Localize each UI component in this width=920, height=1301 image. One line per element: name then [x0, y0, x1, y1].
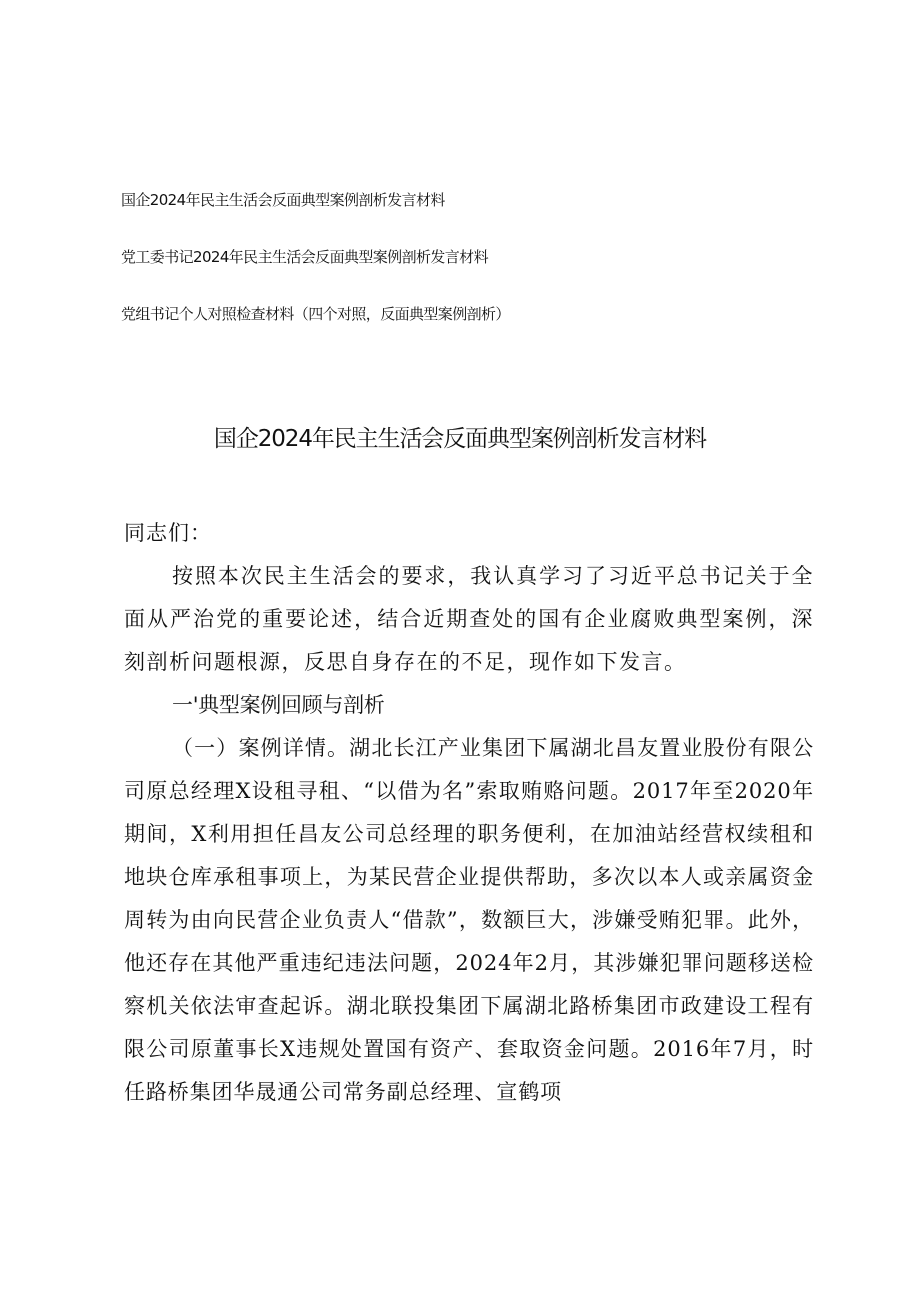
table-of-contents: [121, 188, 821, 359]
toc-item: 党组书记个人对照检查材料（四个对照，反面典型案例剖析）: [121, 305, 510, 323]
section-heading: 一'典型案例回顾与剖析: [172, 693, 385, 717]
toc-item: 党工委书记2024年民主生活会反面典型案例剖析发言材料: [121, 248, 488, 266]
toc-item: 国企2024年民主生活会反面典型案例剖析发言材料: [121, 191, 445, 209]
document-body: [124, 512, 814, 1114]
case-paragraph: （一）案例详情。湖北长江产业集团下属湖北昌友置业股份有限公司原总经理X设租寻租、“以借为名”索取贿赂问题。2017年至2020年期间，X利用担任昌友公司总经理的职务便利，在加油站经营权续租和地块仓库承租事项上，为某民营企业提供帮助，多次以本人或亲属资金周转为由向民营企业负责人“借款”，数额巨大，涉嫌受贿犯罪。此外，他还存在其他严重违纪违法问题，2024年2月，其涉嫌犯罪问题移送检察机关依法审查起诉。湖北联投集团下属湖北路桥集团市政建设工程有限公司原董事长X违规处置国有资产、套取资金问题。2016年7月，时任路桥集团华晟通公司常务副总经理、宣鹤项: [124, 736, 814, 1104]
document-title: 国企2024年民主生活会反面典型案例剖析发言材料: [213, 426, 707, 452]
salutation: 同志们：: [124, 521, 212, 545]
intro-paragraph: 按照本次民主生活会的要求，我认真学习了习近平总书记关于全面从严治党的重要论述，结合近期查处的国有企业腐败典型案例，深刻剖析问题根源，反思自身存在的不足，现作如下发言。: [124, 564, 814, 674]
